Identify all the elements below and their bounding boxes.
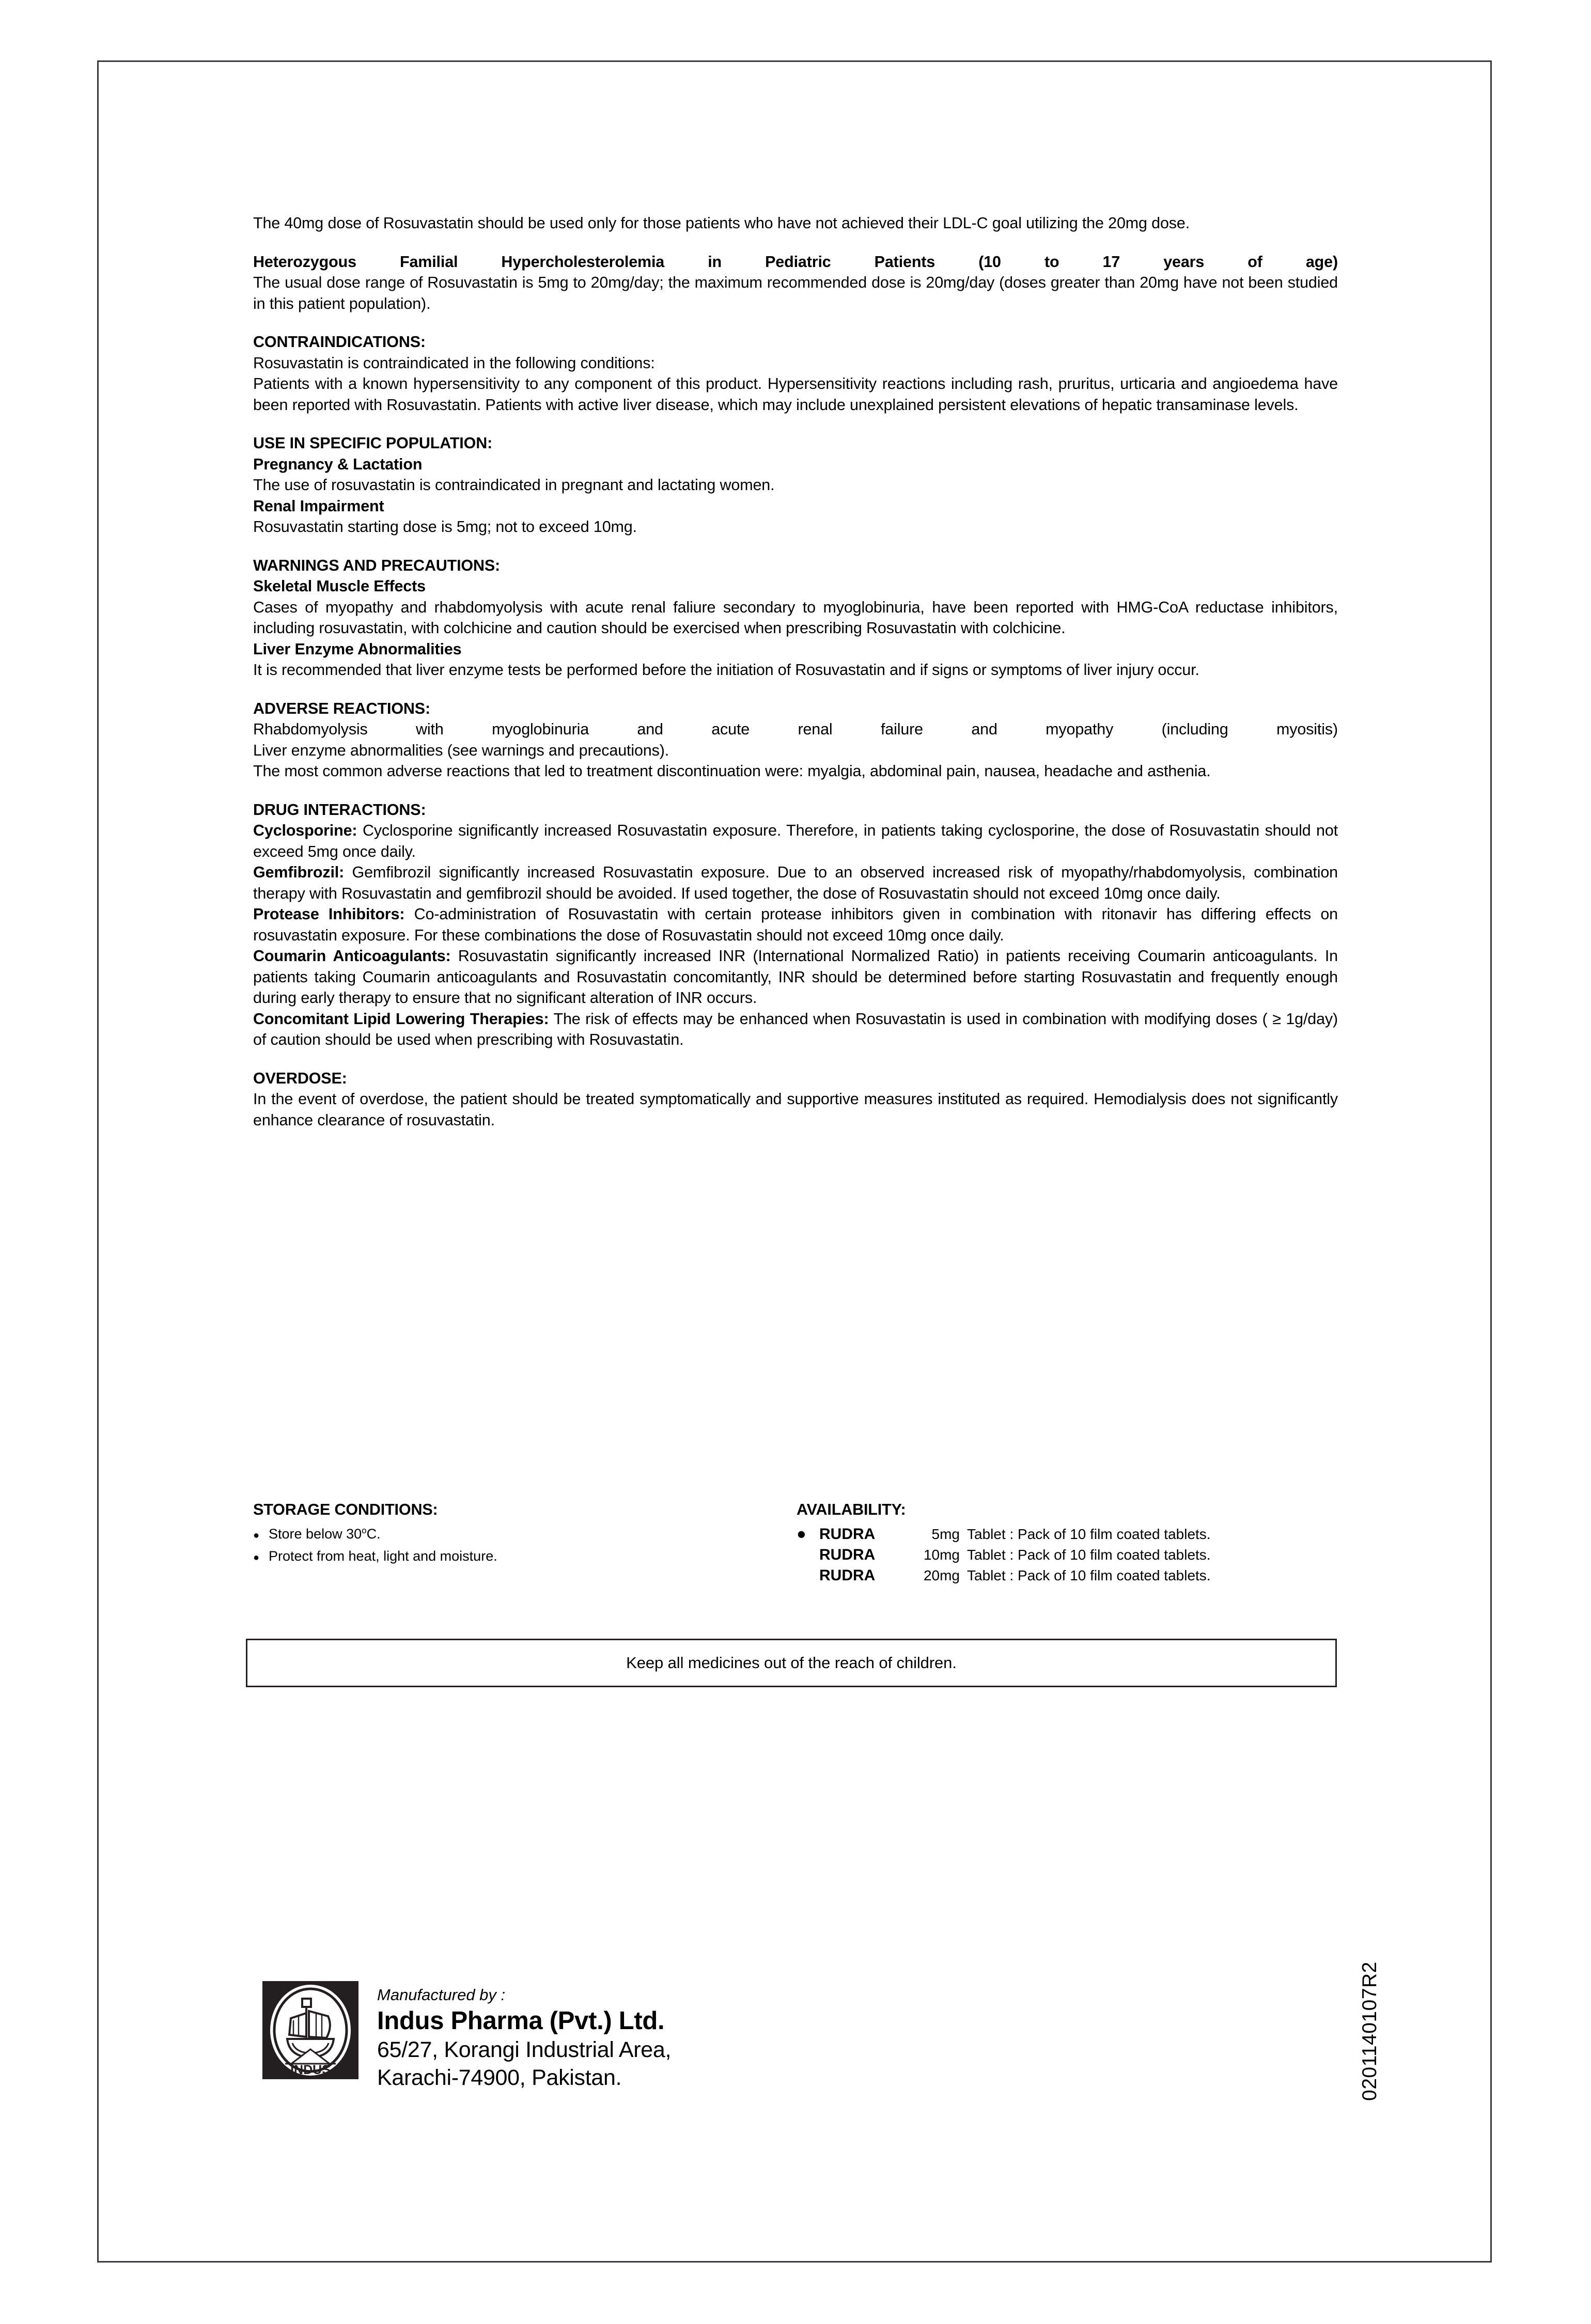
availability-column xyxy=(797,1500,1338,1586)
adverse-reactions-line3: The most common adverse reactions that led to treatment discontinuation were: myalgia, abdominal pain, nausea, headache and asthenia. xyxy=(253,762,1211,780)
pediatric-heading: Heterozygous Familial Hypercholesterolemia in Pediatric Patients (10 to 17 years of age) xyxy=(253,253,1338,271)
drug-interaction-item xyxy=(253,1009,1338,1050)
storage-item-label: Protect from heat, light and moisture. xyxy=(269,1548,497,1564)
availability-row xyxy=(797,1565,1338,1586)
bullet-icon: ● xyxy=(253,1552,260,1563)
drug-interaction-label: Concomitant Lipid Lowering Therapies: xyxy=(253,1010,549,1028)
manufacturer-address-line2: Karachi-74900, Pakistan. xyxy=(377,2065,622,2090)
storage-availability-block xyxy=(253,1500,1338,1619)
drug-interaction-text: The risk of effects may be enhanced when Rosuvastatin is used in combination with modifying doses ( ≥ 1g/day) of caution should be used when prescribing with Rosuvastatin. xyxy=(253,1010,1338,1048)
skeletal-muscle-text: Cases of myopathy and rhabdomyolysis with acute renal faliure secondary to myoglobinuria, have been reported with HMG-CoA reductase inhibitors, including rosuvastatin, with colchicine and caution should be exercised when prescribing Rosuvastatin with colchicine. xyxy=(253,598,1338,637)
degree-symbol: o xyxy=(362,1526,367,1535)
manufacturer-address-line1: 65/27, Korangi Industrial Area, xyxy=(377,2037,672,2062)
storage-item-label xyxy=(269,1524,780,1544)
storage-item xyxy=(253,1524,780,1546)
availability-brand: RUDRA xyxy=(819,1546,876,1563)
spacer xyxy=(253,681,1338,698)
bullet-icon: ● xyxy=(797,1525,806,1543)
indus-logo-text: INDUS xyxy=(290,2063,331,2077)
spacer xyxy=(253,782,1338,799)
spacer xyxy=(253,1050,1338,1068)
drug-interaction-label: Protease Inhibitors: xyxy=(253,905,405,923)
manufacturer-text xyxy=(377,1981,671,2092)
indus-ship-logo-icon xyxy=(262,1981,358,2079)
adverse-reactions-heading: ADVERSE REACTIONS: xyxy=(253,699,431,717)
contraindications-paragraph: Patients with a known hypersensitivity to any component of this product. Hypersensitivity reactions including rash, pruritus, urticaria and angioedema have been reported with Rosuvastatin. Patients with active liver disease, which may include unexplained persistent elevations of hepatic transaminase levels. xyxy=(253,375,1338,414)
availability-heading: AVAILABILITY: xyxy=(797,1501,906,1518)
adverse-reactions-line1: Rhabdomyolysis with myoglobinuria and acute renal failure and myopathy (including myositis) xyxy=(253,720,1338,738)
spacer xyxy=(253,415,1338,433)
drug-interaction-item xyxy=(253,820,1338,862)
drug-interaction-text: Cyclosporine significantly increased Rosuvastatin exposure. Therefore, in patients taking cyclosporine, the dose of Rosuvastatin should not exceed 5mg once daily. xyxy=(253,822,1338,860)
drug-interaction-label: Gemfibrozil: xyxy=(253,863,345,881)
insert-content xyxy=(253,213,1338,1130)
drug-interaction-text: Co-administration of Rosuvastatin with certain protease inhibitors given in combination with ritonavir has differing effects on rosuvastatin exposure. For these combinations the dose of Rosuvastatin should not exceed 10mg once daily. xyxy=(253,905,1338,944)
storage-item-suffix: C. xyxy=(366,1526,381,1542)
manufacturer-name: Indus Pharma (Pvt.) Ltd. xyxy=(377,2007,665,2035)
availability-dose: 5mg xyxy=(931,1526,960,1542)
drug-interaction-item xyxy=(253,946,1338,1009)
availability-row xyxy=(797,1545,1338,1565)
overdose-paragraph: In the event of overdose, the patient should be treated symptomatically and supportive measures instituted as required. Hemodialysis does not significantly enhance clearance of rosuvastatin. xyxy=(253,1090,1338,1129)
availability-description: Tablet : Pack of 10 film coated tablets. xyxy=(967,1547,1211,1563)
availability-dose: 10mg xyxy=(923,1547,960,1563)
drug-interaction-text: Rosuvastatin significantly increased INR (International Normalized Ratio) in patients receiving Coumarin anticoagulants. In patients taking Coumarin anticoagulants and Rosuvastatin concomitantly, INR should be determined before starting Rosuvastatin and frequently enough during early therapy to ensure that no significant alteration of INR occurs. xyxy=(253,947,1338,1007)
availability-dose: 20mg xyxy=(923,1567,960,1583)
spacer xyxy=(253,314,1338,332)
renal-impairment-heading: Renal Impairment xyxy=(253,497,384,515)
drug-interaction-text: Gemfibrozil significantly increased Rosuvastatin exposure. Due to an observed increased risk of myopathy/rhabdomyolysis, combination therapy with Rosuvastatin and gemfibrozil should be avoided. If used together, the dose of Rosuvastatin should not exceed 10mg once daily. xyxy=(253,863,1338,902)
drug-interaction-item xyxy=(253,862,1338,904)
pediatric-paragraph: The usual dose range of Rosuvastatin is 5mg to 20mg/day; the maximum recommended dose is 20mg/day (doses greater than 20mg have not been studied in this patient population). xyxy=(253,274,1338,312)
pregnancy-lactation-heading: Pregnancy & Lactation xyxy=(253,455,423,473)
specific-population-heading: USE IN SPECIFIC POPULATION: xyxy=(253,434,493,452)
drug-interaction-item xyxy=(253,904,1338,946)
availability-description: Tablet : Pack of 10 film coated tablets. xyxy=(967,1526,1211,1542)
spacer xyxy=(253,538,1338,555)
drug-interactions-heading: DRUG INTERACTIONS: xyxy=(253,800,426,819)
liver-enzyme-text: It is recommended that liver enzyme tests be performed before the initiation of Rosuvastatin and if signs or symptoms of liver injury occur. xyxy=(253,661,1199,679)
keep-out-of-reach-text: Keep all medicines out of the reach of children. xyxy=(626,1654,957,1672)
keep-out-of-reach-box xyxy=(246,1639,1337,1687)
manufactured-by-label: Manufactured by : xyxy=(377,1986,506,2004)
intro-paragraph: The 40mg dose of Rosuvastatin should be used only for those patients who have not achieved their LDL-C goal utilizing the 20mg dose. xyxy=(253,214,1190,232)
indus-logo xyxy=(262,1981,358,2079)
drug-interaction-label: Coumarin Anticoagulants: xyxy=(253,947,451,965)
storage-item-text: Store below 30 xyxy=(269,1526,362,1542)
document-code xyxy=(1332,1895,1381,2112)
storage-heading: STORAGE CONDITIONS: xyxy=(253,1501,438,1518)
document-code-text: 0201140107R2 xyxy=(1359,1961,1381,2101)
contraindications-heading: CONTRAINDICATIONS: xyxy=(253,333,426,351)
overdose-heading: OVERDOSE: xyxy=(253,1069,347,1087)
adverse-reactions-line2: Liver enzyme abnormalities (see warnings and precautions). xyxy=(253,741,669,759)
availability-brand: RUDRA xyxy=(819,1526,876,1543)
availability-brand: RUDRA xyxy=(819,1567,876,1584)
availability-row xyxy=(797,1524,1338,1545)
pregnancy-lactation-text: The use of rosuvastatin is contraindicated in pregnant and lactating women. xyxy=(253,476,775,494)
drug-interaction-label: Cyclosporine: xyxy=(253,822,357,839)
availability-description: Tablet : Pack of 10 film coated tablets. xyxy=(967,1567,1211,1583)
warnings-heading: WARNINGS AND PRECAUTIONS: xyxy=(253,556,501,574)
contraindications-line1: Rosuvastatin is contraindicated in the following conditions: xyxy=(253,354,655,372)
manufacturer-block xyxy=(262,1981,671,2092)
bullet-icon: ● xyxy=(253,1530,260,1541)
renal-impairment-text: Rosuvastatin starting dose is 5mg; not to exceed 10mg. xyxy=(253,518,637,536)
liver-enzyme-heading: Liver Enzyme Abnormalities xyxy=(253,640,462,658)
storage-item xyxy=(253,1546,780,1568)
storage-column xyxy=(253,1500,780,1568)
spacer xyxy=(253,234,1338,252)
skeletal-muscle-heading: Skeletal Muscle Effects xyxy=(253,577,426,595)
